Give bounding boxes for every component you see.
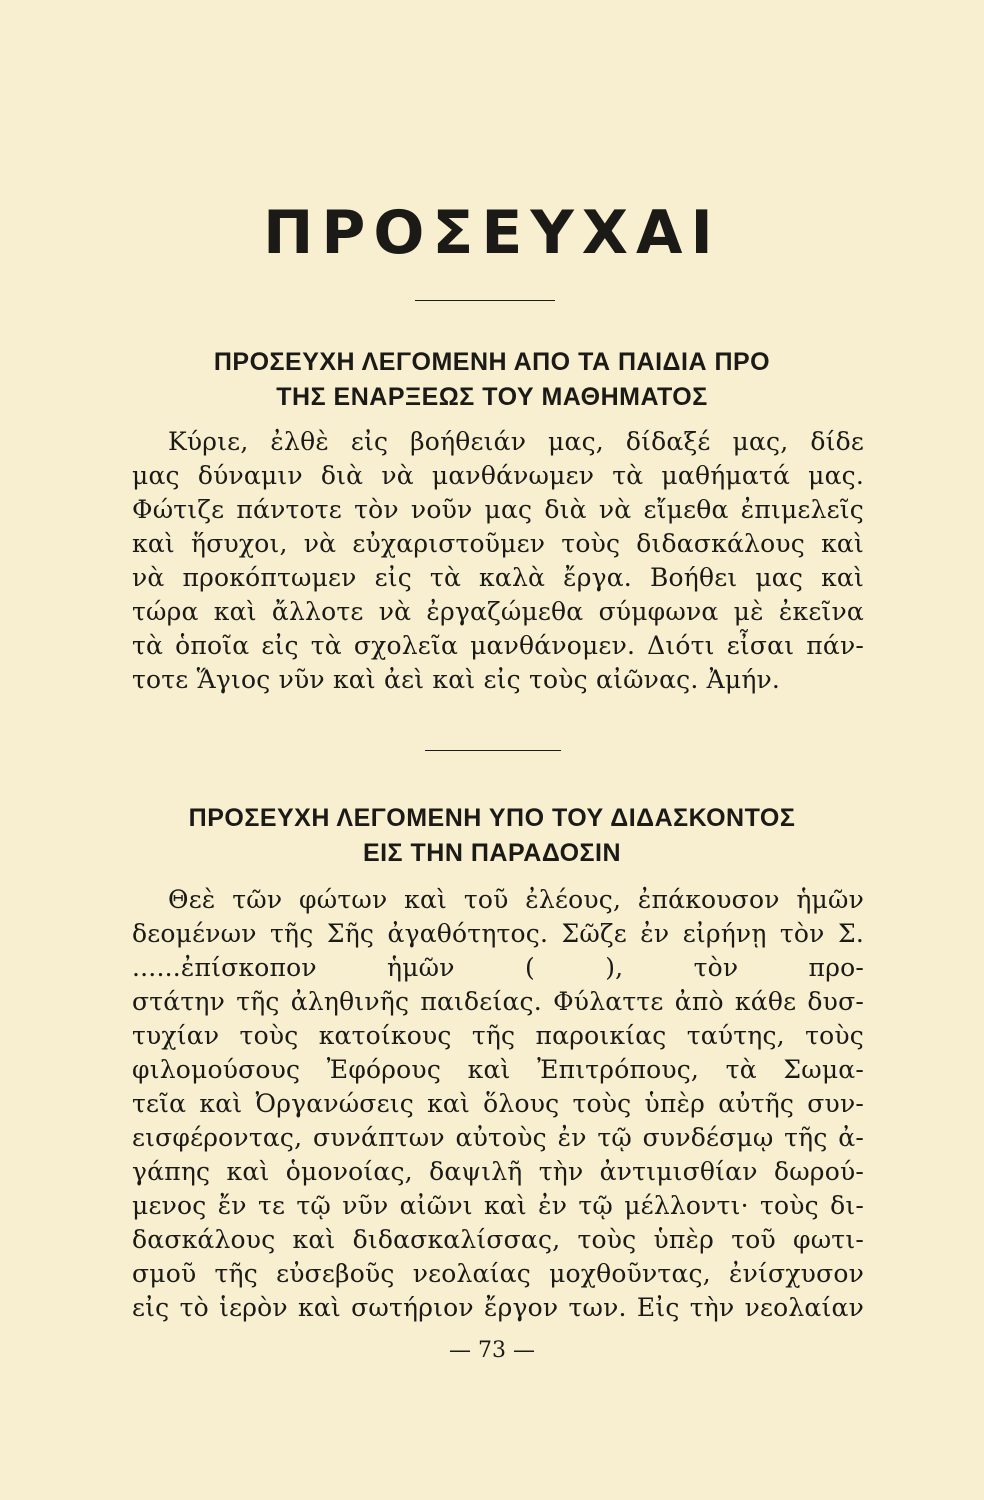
body-line: φιλομούσους Ἐφόρους καὶ Ἐπιτρόπους, τὰ Σωμα-: [132, 1055, 864, 1084]
body-line: στάτην τῆς ἀληθινῆς παιδείας. Φύλαττε ἀπὸ κάθε δυσ-: [132, 987, 864, 1016]
body-line: μας δύναμιν διὰ νὰ μανθάνωμεν τὰ μαθήματά μας.: [132, 461, 864, 490]
body-line: τεῖα καὶ Ὀργανώσεις καὶ ὅλους τοὺς ὑπὲρ αὐτῆς συν-: [132, 1089, 864, 1118]
body-line: εἰς τὸ ἱερὸν καὶ σωτήριον ἔργον των. Εἰς τὴν νεολαίαν: [132, 1293, 864, 1322]
body-line: Φώτιζε πάντοτε τὸν νοῦν μας διὰ νὰ εἴμεθα ἐπιμελεῖς: [132, 495, 864, 524]
body-line: νὰ προκόπτωμεν εἰς τὰ καλὰ ἔργα. Βοήθει μας καὶ: [132, 563, 864, 592]
section-1-heading-line: ΠΡΟΣΕΥΧΗ ΛΕΓΟΜΕΝΗ ΑΠΟ ΤΑ ΠΑΙΔΙΑ ΠΡΟ: [213, 348, 771, 376]
body-line: γάπης καὶ ὁμονοίας, δαψιλῆ τὴν ἀντιμισθίαν δωρού-: [132, 1157, 864, 1186]
section-2-body: [132, 883, 864, 1325]
section-divider: [425, 750, 561, 751]
page-title: ΠΡΟΣΕΥΧΑΙ: [263, 198, 721, 268]
body-line: καὶ ἥσυχοι, νὰ εὐχαριστοῦμεν τοὺς διδασκάλους καὶ: [132, 529, 864, 558]
section-2-heading: [0, 801, 984, 871]
body-line: τώρα καὶ ἄλλοτε νὰ ἐργαζώμεθα σύμφωνα μὲ ἐκεῖνα: [132, 597, 864, 626]
section-1-body: [132, 425, 864, 697]
section-2-heading-line: ΠΡΟΣΕΥΧΗ ΛΕΓΟΜΕΝΗ ΥΠΟ ΤΟΥ ΔΙΔΑΣΚΟΝΤΟΣ: [188, 804, 796, 832]
body-line: τὰ ὁποῖα εἰς τὰ σχολεῖα μανθάνομεν. Διότι εἶσαι πάν-: [132, 631, 864, 660]
body-line: τυχίαν τοὺς κατοίκους τῆς παροικίας ταύτης, τοὺς: [132, 1021, 864, 1050]
body-line: σμοῦ τῆς εὐσεβοῦς νεολαίας μοχθοῦντας, ἐνίσχυσον: [132, 1259, 864, 1288]
body-line: ......ἐπίσκοπον ἡμῶν ( ), τὸν προ-: [132, 953, 864, 982]
section-1-heading-line: ΤΗΣ ΕΝΑΡΞΕΩΣ ΤΟΥ ΜΑΘΗΜΑΤΟΣ: [276, 383, 708, 411]
page-number: — 73 —: [449, 1338, 535, 1363]
title-divider: [415, 300, 555, 301]
body-line: μενος ἔν τε τῷ νῦν αἰῶνι καὶ ἐν τῷ μέλλοντι· τοὺς δι-: [132, 1191, 864, 1220]
body-line: δασκάλους καὶ διδασκαλίσσας, τοὺς ὑπὲρ τοῦ φωτι-: [132, 1225, 864, 1254]
body-line: Κύριε, ἐλθὲ εἰς βοήθειάν μας, δίδαξέ μας, δίδε: [168, 427, 864, 456]
body-line: τοτε Ἅγιος νῦν καὶ ἀεὶ καὶ εἰς τοὺς αἰῶνας. Ἀμήν.: [132, 665, 781, 694]
body-line: Θεὲ τῶν φώτων καὶ τοῦ ἐλέους, ἐπάκουσον ἡμῶν: [168, 885, 864, 914]
body-line: δεομένων τῆς Σῆς ἀγαθότητος. Σῶζε ἐν εἰρήνῃ τὸν Σ.: [132, 919, 864, 948]
body-line: εισφέροντας, συνάπτων αὐτοὺς ἐν τῷ συνδέσμῳ τῆς ἀ-: [132, 1123, 864, 1152]
section-1-heading: [0, 345, 984, 415]
section-2-heading-line: ΕΙΣ ΤΗΝ ΠΑΡΑΔΟΣΙΝ: [362, 839, 622, 867]
